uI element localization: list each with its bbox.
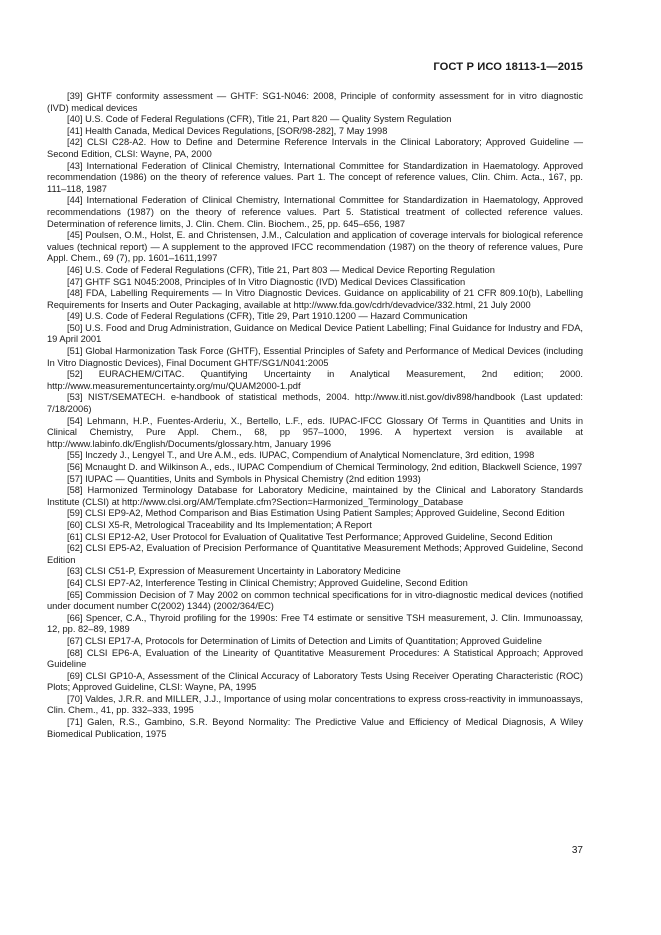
bibliography-entry: [65] Commission Decision of 7 May 2002 on common technical specifications for in vitro-diagnostic medical devices (notified under document number C(2002) 1344) (2002/364/EC) — [47, 589, 583, 612]
bibliography-entry: [56] Mcnaught D. and Wilkinson A., eds., IUPAC Compendium of Chemical Terminology, 2nd edition, Blackwell Science, 1997 — [67, 462, 583, 472]
bibliography-entry: [40] U.S. Code of Federal Regulations (CFR), Title 21, Part 820 — Quality System Regulation — [67, 114, 452, 125]
bibliography-entry: [45] Poulsen, O.M., Holst, E. and Christensen, J.M., Calculation and application of coverage intervals for biological reference values (technical report) — A supplement to the approved IFCC recommendation (1987) on the theory of reference values, Pure Appl. Chem., 69 (7), pp. 1601–1611,1997 — [47, 230, 583, 264]
bibliography-entry: [59] CLSI EP9-A2, Method Comparison and Bias Estimation Using Patient Samples; Approved Guideline, Second Edition — [67, 508, 565, 519]
bibliography-entry: [66] Spencer, C.A., Thyroid profiling for the 1990s: Free T4 estimate or sensitive TSH measurement, J. Clin. Immunoassay, 12, pp. 82–89, 1989 — [47, 612, 583, 635]
bibliography-entry: [64] CLSI EP7-A2, Interference Testing in Clinical Chemistry; Approved Guideline, Second Edition — [67, 577, 468, 588]
standard-designation: ГОСТ Р ИСО 18113-1—2015 — [433, 61, 583, 73]
bibliography-entry: [60] CLSI X5-R, Metrological Traceability and Its Implementation; A Report — [67, 519, 372, 530]
bibliography-entry: [47] GHTF SG1 N045:2008, Principles of In Vitro Diagnostic (IVD) Medical Devices Classification — [67, 276, 466, 287]
bibliography-entry: [61] CLSI EP12-A2, User Protocol for Evaluation of Qualitative Test Performance; Approved Guideline, Second Edition — [67, 531, 553, 542]
bibliography-entry: [63] CLSI C51-P, Expression of Measurement Uncertainty in Laboratory Medicine — [67, 566, 401, 577]
bibliography-entry: [41] Health Canada, Medical Devices Regulations, [SOR/98-282], 7 May 1998 — [67, 125, 388, 136]
bibliography-entry: [57] IUPAC — Quantities, Units and Symbols in Physical Chemistry (2nd edition 1993) — [67, 473, 421, 484]
bibliography-entry: [54] Lehmann, H.P., Fuentes-Arderiu, X., Bertello, L.F., eds. IUPAC-IFCC Glossary Of Terms in Quantities and Units in Clinical Chemistry, Pure Appl. Chem., 68, pp 957–1000, 1996. A hypertext version is available at http://www.labinfo.dk/English/Documents/glossary.htm, January 1996 — [47, 415, 583, 449]
bibliography-entry: [46] U.S. Code of Federal Regulations (CFR), Title 21, Part 803 — Medical Device Reporting Regulation — [67, 264, 495, 275]
bibliography-entry: [53] NIST/SEMATECH. e-handbook of statistical methods, 2004. http://www.itl.nist.gov/div898/handbook (Last updated: 7/18/2006) — [47, 392, 583, 415]
bibliography-entry: [67] CLSI EP17-A, Protocols for Determination of Limits of Detection and Limits of Quantitation; Approved Guideline — [67, 635, 542, 646]
bibliography-entry: [55] Inczedy J., Lengyel T., and Ure A.M., eds. IUPAC, Compendium of Analytical Nomenclature, 3rd edition, 1998 — [67, 450, 535, 461]
bibliography-entry: [58] Harmonized Terminology Database for Laboratory Medicine, maintained by the Clinical and Laboratory Standards Institute (CLSI) at http://www.clsi.org/AM/Template.cfm?Section=Harmonized_Terminology_Database — [47, 485, 583, 507]
bibliography-entry: [43] International Federation of Clinical Chemistry, International Committee for Standardization in Haematology. Approved recommendation (1986) on the theory of reference values. Part 1. The concept of reference values, Clin. Chim. Acta., 167, pp. 111–118, 1987 — [47, 160, 583, 194]
bibliography-entry: [51] Global Harmonization Task Force (GHTF), Essential Principles of Safety and Performance of Medical Devices (including In Vitro Diagnostic Devices), Final Document GHTF/SG1/N041:2005 — [47, 346, 583, 368]
bibliography-entry: [71] Galen, R.S., Gambino, S.R. Beyond Normality: The Predictive Value and Efficiency of Medical Diagnosis, A Wiley Biomedical Publication, 1975 — [47, 717, 583, 739]
bibliography-entry: [70] Valdes, J.R.R. and MILLER, J.J., Importance of using molar concentrations to express cross-reactivity in immunoassays, Clin. Chem., 41, pp. 332–333, 1995 — [47, 693, 583, 716]
bibliography-entry: [49] U.S. Code of Federal Regulations (CFR), Title 29, Part 1910.1200 — Hazard Communication — [67, 311, 468, 322]
bibliography-entry: [52] EURACHEM/CITAC. Quantifying Uncertainty in Analytical Measurement, 2nd edition; 2000. http://www.measurementuncertainty.org/mu/QUAM2000-1.pdf — [47, 369, 583, 391]
bibliography-entry: [42] CLSI C28-A2. How to Define and Determine Reference Intervals in the Clinical Laboratory; Approved Guideline — Second Edition, CLSI: Wayne, PA, 2000 — [47, 137, 583, 159]
bibliography-entry: [50] U.S. Food and Drug Administration, Guidance on Medical Device Patient Labelling; Final Guidance for Industry and FDA, 19 April 2001 — [47, 322, 583, 345]
bibliography-entry: [68] CLSI EP6-A, Evaluation of the Linearity of Quantitative Measurement Procedures: A Statistical Approach; Approved Guideline — [47, 647, 583, 670]
bibliography-entry: [69] CLSI GP10-A, Assessment of the Clinical Accuracy of Laboratory Tests Using Receiver Operating Characteristic (ROC) Plots; Approved Guideline, CLSI: Wayne, PA, 1995 — [47, 670, 583, 693]
bibliography-entry: [62] CLSI EP5-A2, Evaluation of Precision Performance of Quantitative Measurement Methods; Approved Guideline, Second Edition — [47, 543, 583, 565]
bibliography-entry: [48] FDA, Labelling Requirements — In Vitro Diagnostic Devices. Guidance on applicability of 21 CFR 809.10(b), Labelling Requirements for Inserts and Outer Packaging, available at http://www.fda.gov/cdrh/devadvice/332.html, 21 July 2000 — [47, 288, 583, 310]
bibliography-entry: [39] GHTF conformity assessment — GHTF: SG1-N046: 2008, Principle of conformity assessment for in vitro diagnostic (IVD) medical devices — [47, 91, 583, 113]
bibliography-list — [47, 91, 583, 740]
page-number: 37 — [571, 845, 583, 856]
bibliography-entry: [44] International Federation of Clinical Chemistry, International Committee for Standardization in Haematology, Approved recommendations (1987) on the theory of reference values. Part 5. Statistical treatment of collected reference values. Determination of reference limits, J. Clin. Chem. Clin. Biochem., 25, pp. 645–656, 1987 — [47, 195, 583, 229]
